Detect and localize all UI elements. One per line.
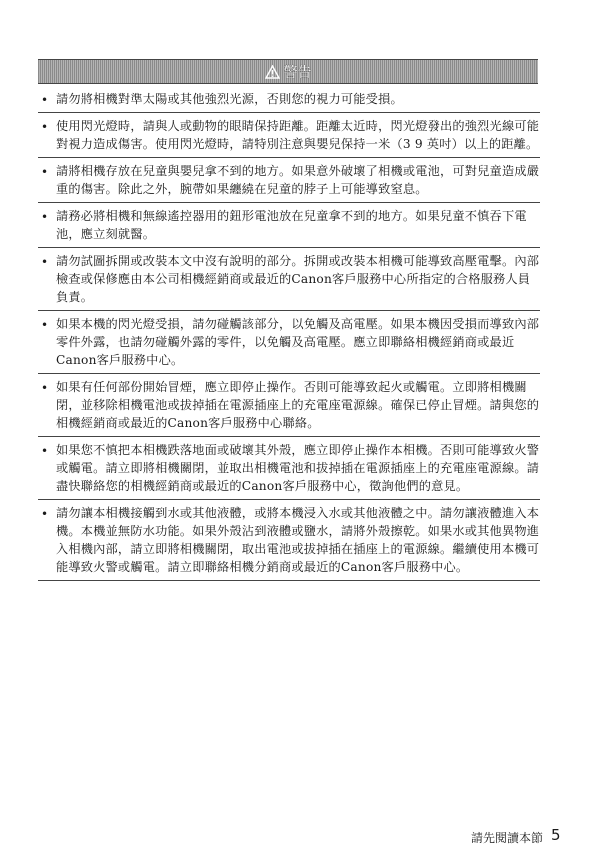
- warning-text: 使用閃光燈時，請與人或動物的眼睛保持距離。距離太近時，閃光燈發出的強烈光線可能對視力造成傷害。使用閃光燈時，請特別注意與嬰兒保持一米（3 9 英吋）以上的距離。: [56, 119, 540, 151]
- warning-text: 如果有任何部份開始冒煙，應立即停止操作。否則可能導致起火或觸電。立即將相機關閉，並移除相機電池或拔掉插在電源插座上的充電座電源線。確保已停止冒煙。請與您的相機經銷商或最近的Canon客戶服務中心聯絡。: [56, 380, 540, 430]
- warning-item: [38, 248, 540, 311]
- warning-text: 如果您不慎把本相機跌落地面或破壞其外殼，應立即停止操作本相機。否則可能導致火警或觸電。請立即將相機關閉，並取出相機電池和拔掉插在電源插座上的充電座電源線。請盡快聯絡您的相機經銷商或最近的Canon客戶服務中心，徵詢他們的意見。: [56, 443, 540, 493]
- warning-item: [38, 86, 540, 113]
- warning-item: [38, 500, 540, 581]
- warning-text: 請勿讓本相機接觸到水或其他液體，或將本機浸入水或其他液體之中。請勿讓液體進入本機。本機並無防水功能。如果外殼沾到液體或鹽水，請將外殼擦乾。如果水或其他異物進入相機內部，請立即將相機關閉，取出電池或拔掉插在插座上的電源線。繼續使用本機可能導致火警或觸電。請立即聯絡相機分銷商或最近的Canon客戶服務中心。: [56, 506, 540, 574]
- warning-text: 請將相機存放在兒童與嬰兒拿不到的地方。如果意外破壞了相機或電池，可對兒童造成嚴重的傷害。除此之外，腕帶如果纏繞在兒童的脖子上可能導致窒息。: [56, 164, 540, 196]
- warning-item: [38, 203, 540, 248]
- bullet-icon: •: [41, 120, 49, 134]
- bullet-icon: •: [41, 381, 49, 395]
- section-footer: 請先閱讀本節: [470, 831, 543, 845]
- warning-header: [38, 59, 538, 84]
- bullet-icon: •: [41, 318, 49, 332]
- warning-item: [38, 158, 540, 203]
- bullet-icon: •: [41, 165, 49, 179]
- warning-text: 請勿試圖拆開或改裝本文中沒有說明的部分。拆開或改裝本相機可能導致高壓電擊。內部檢查或保修應由本公司相機經銷商或最近的Canon客戶服務中心所指定的合格服務人員負責。: [56, 254, 540, 304]
- warning-item: [38, 437, 540, 500]
- warning-text: 請勿將相機對準太陽或其他強烈光源，否則您的視力可能受損。: [56, 92, 403, 106]
- bullet-icon: •: [41, 255, 49, 269]
- bullet-icon: •: [41, 507, 49, 521]
- warning-triangle-icon: [265, 65, 280, 79]
- warning-text: 請務必將相機和無線遙控器用的鈕形電池放在兒童拿不到的地方。如果兒童不慎吞下電池，應立刻就醫。: [56, 209, 527, 241]
- warning-item: [38, 311, 540, 374]
- bullet-icon: •: [41, 210, 49, 224]
- warning-text: 如果本機的閃光燈受損，請勿碰觸該部分，以免觸及高電壓。如果本機因受損而導致內部零件外露，也請勿碰觸外露的零件，以免觸及高電壓。應立即聯絡相機經銷商或最近Canon客戶服務中心。: [56, 317, 540, 367]
- warning-list: [38, 86, 540, 581]
- warning-item: [38, 113, 540, 158]
- warning-title: 警告: [283, 64, 312, 81]
- page-number: 5: [551, 826, 561, 844]
- bullet-icon: •: [41, 444, 49, 458]
- warning-item: [38, 374, 540, 437]
- bullet-icon: •: [41, 93, 49, 107]
